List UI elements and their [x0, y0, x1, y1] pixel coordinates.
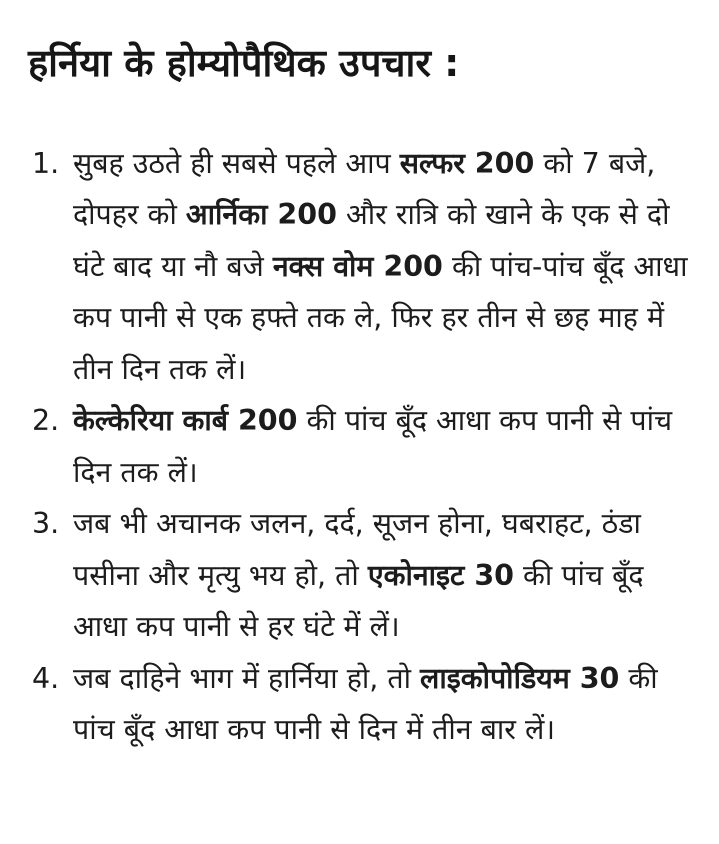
step-text: सुबह उठते ही सबसे पहले आप: [73, 146, 400, 180]
step-text: जब भी अचानक जलन, दर्द, सूजन होना, घबराहट, ठंडा पसीना और मृत्यु भय हो, तो: [73, 507, 641, 592]
medicine-name: नक्स वोम 200: [272, 249, 443, 283]
list-item: [28, 138, 689, 396]
list-item-number: 2.: [32, 404, 60, 437]
medicine-name: केल्केरिया कार्ब 200: [73, 404, 298, 437]
medicine-name: लाइकोपोडियम 30: [420, 661, 620, 695]
list-item-number: 1.: [32, 146, 60, 180]
medicine-name: आर्निका 200: [185, 198, 337, 231]
list-item-number: 3.: [32, 507, 60, 540]
medicine-name: सल्फर 200: [399, 146, 535, 180]
step-text: की पांच बूँद आधा कप पानी से पांच दिन तक लें।: [73, 404, 673, 489]
step-text: को 7 बजे, दोपहर को: [73, 146, 656, 231]
step-text: की पांच बूँद आधा कप पानी से हर घंटे में लें।: [73, 558, 644, 643]
medicine-name: एकोनाइट 30: [367, 558, 514, 592]
step-text: जब दाहिने भाग में हार्निया हो, तो: [73, 661, 421, 695]
step-text: की पांच-पांच बूँद आधा कप पानी से एक हफ्ते तक ले, फिर हर तीन से छह माह में तीन दिन तक लें।: [73, 249, 688, 386]
remedy-list: [28, 138, 689, 756]
list-item: [28, 395, 689, 498]
page-title: हर्निया के होम्योपैथिक उपचार :: [28, 41, 460, 85]
list-item-number: 4.: [32, 661, 60, 695]
list-item: [28, 653, 689, 756]
list-item: [28, 498, 689, 653]
step-text: की पांच बूँद आधा कप पानी से दिन में तीन बार लें।: [73, 661, 658, 746]
step-text: और रात्रि को खाने के एक से दो घंटे बाद या नौ बजे: [73, 198, 670, 283]
